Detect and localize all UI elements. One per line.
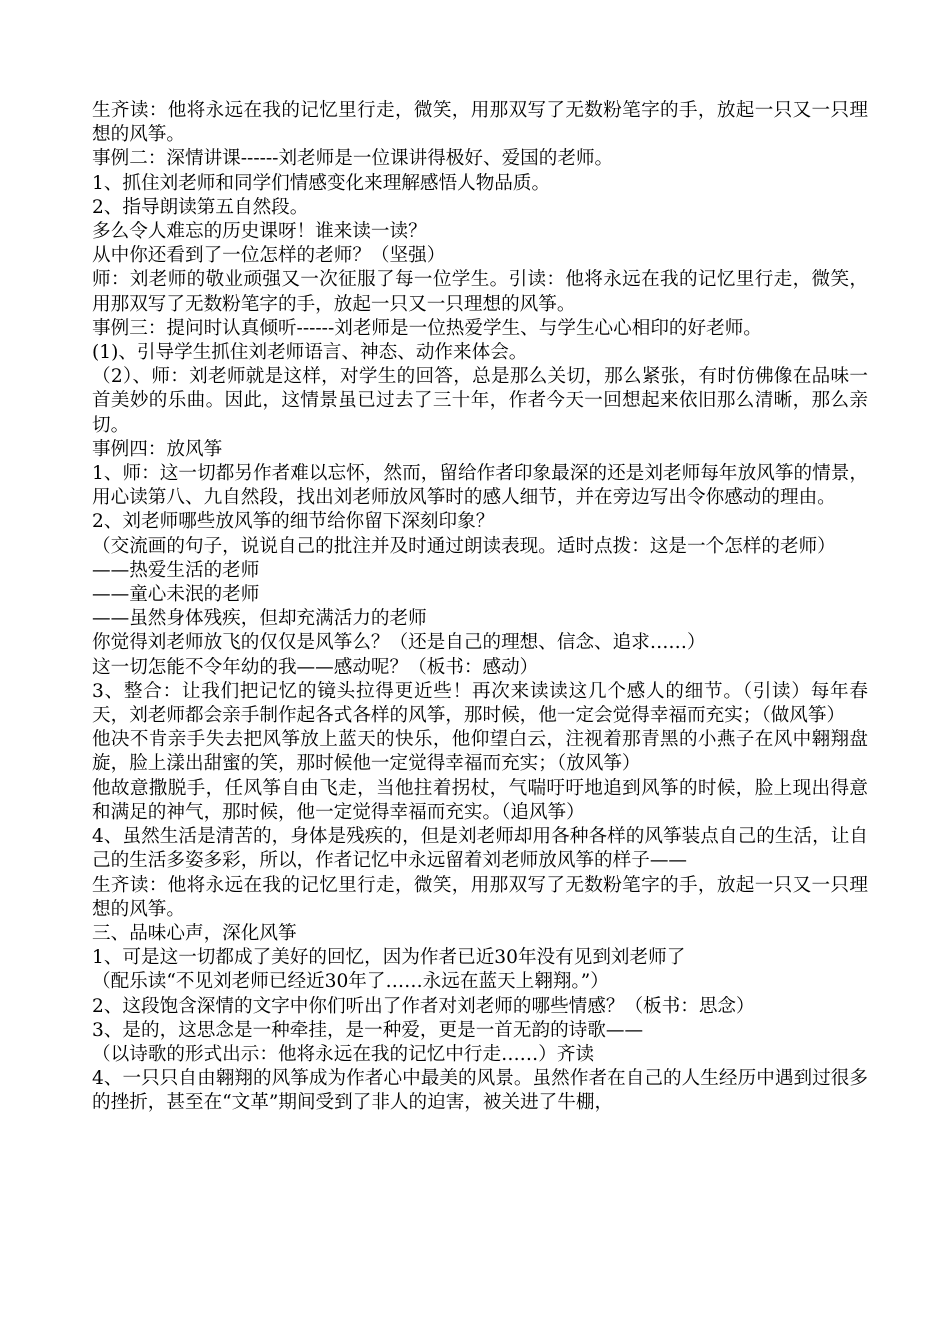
paragraph: 2、这段饱含深情的文字中你们听出了作者对刘老师的哪些情感？（板书：思念） (92, 995, 755, 1017)
paragraph: 2、刘老师哪些放风筝的细节给你留下深刻印象？ (92, 511, 495, 533)
paragraph: 事例四：放风筝 (92, 438, 223, 460)
paragraph: ——虽然身体残疾，但却充满活力的老师 (92, 608, 427, 630)
paragraph: 2、指导朗读第五自然段。 (92, 196, 309, 218)
paragraph: 4、虽然生活是清苦的，身体是残疾的，但是刘老师却用各种各样的风筝装点自己的生活，让自己的生活多姿多彩，所以，作者记忆中永远留着刘老师放风筝的样子—— (92, 826, 868, 872)
paragraph: (1)、引导学生抓住刘老师语言、神态、动作来体会。 (92, 342, 528, 364)
paragraph: 生齐读：他将永远在我的记忆里行走，微笑，用那双写了无数粉笔字的手，放起一只又一只理想的风筝。 (92, 100, 868, 146)
paragraph: 三、品味心声，深化风筝 (92, 922, 297, 944)
paragraph: 1、抓住刘老师和同学们情感变化来理解感悟人物品质。 (92, 172, 551, 194)
paragraph: 这一切怎能不令年幼的我——感动呢？（板书：感动） (92, 656, 539, 678)
paragraph: ——童心未泯的老师 (92, 584, 260, 606)
paragraph: 从中你还看到了一位怎样的老师？（坚强） (92, 245, 446, 267)
paragraph: （2）、师：刘老师就是这样，对学生的回答，总是那么关切，那么紧张，有时仿佛像在品味一首美妙的乐曲。因此，这情景虽已过去了三十年，作者今天一回想起来依旧那么清晰，那么亲切。 (92, 366, 868, 436)
paragraph: ——热爱生活的老师 (92, 559, 260, 581)
paragraph: 1、师：这一切都另作者难以忘怀，然而，留给作者印象最深的还是刘老师每年放风筝的情景，用心读第八、九自然段，找出刘老师放风筝时的感人细节，并在旁边写出令你感动的理由。 (92, 463, 868, 509)
paragraph: 他决不肯亲手失去把风筝放上蓝天的快乐，他仰望白云，注视着那青黑的小燕子在风中翱翔盘旋，脸上漾出甜蜜的笑，那时候他一定觉得幸福而充实；（放风筝） (92, 729, 868, 775)
paragraph: 事例三：提问时认真倾听------刘老师是一位热爱学生、与学生心心相印的好老师。 (92, 317, 762, 339)
paragraph: 师：刘老师的敬业顽强又一次征服了每一位学生。引读：他将永远在我的记忆里行走，微笑，用那双写了无数粉笔字的手，放起一只又一只理想的风筝。 (92, 269, 868, 315)
paragraph: 你觉得刘老师放飞的仅仅是风筝么？（还是自己的理想、信念、追求……） (92, 632, 706, 654)
paragraph: 事例二：深情讲课------刘老师是一位课讲得极好、爱国的老师。 (92, 148, 614, 170)
paragraph: 1、可是这一切都成了美好的回忆，因为作者已近30年没有见到刘老师了 (92, 947, 686, 969)
paragraph: （交流画的句子，说说自己的批注并及时通过朗读表现。适时点拨：这是一个怎样的老师） (92, 535, 836, 557)
paragraph: （以诗歌的形式出示：他将永远在我的记忆中行走……）齐读 (92, 1043, 595, 1065)
document-body (92, 99, 868, 1116)
paragraph: （配乐读“不见刘老师已经近30年了……永远在蓝天上翱翔。”） (92, 971, 609, 993)
paragraph: 他故意撒脱手，任风筝自由飞走，当他拄着拐杖，气喘吁吁地追到风筝的时候，脸上现出得意和满足的神气，那时候，他一定觉得幸福而充实。（追风筝） (92, 777, 868, 823)
paragraph: 多么令人难忘的历史课呀！谁来读一读？ (92, 221, 427, 243)
paragraph: 3、整合：让我们把记忆的镜头拉得更近些！再次来读读这几个感人的细节。（引读）每年春天，刘老师都会亲手制作起各式各样的风筝，那时候，他一定会觉得幸福而充实；（做风筝） (92, 680, 868, 727)
paragraph: 生齐读：他将永远在我的记忆里行走，微笑，用那双写了无数粉笔字的手，放起一只又一只理想的风筝。 (92, 874, 868, 920)
paragraph: 4、一只只自由翱翔的风筝成为作者心中最美的风景。虽然作者在自己的人生经历中遇到过很多的挫折，甚至在“文革”期间受到了非人的迫害，被关进了牛棚， (92, 1068, 868, 1114)
paragraph: 3、是的，这思念是一种牵挂，是一种爱，更是一首无韵的诗歌—— (92, 1019, 644, 1041)
